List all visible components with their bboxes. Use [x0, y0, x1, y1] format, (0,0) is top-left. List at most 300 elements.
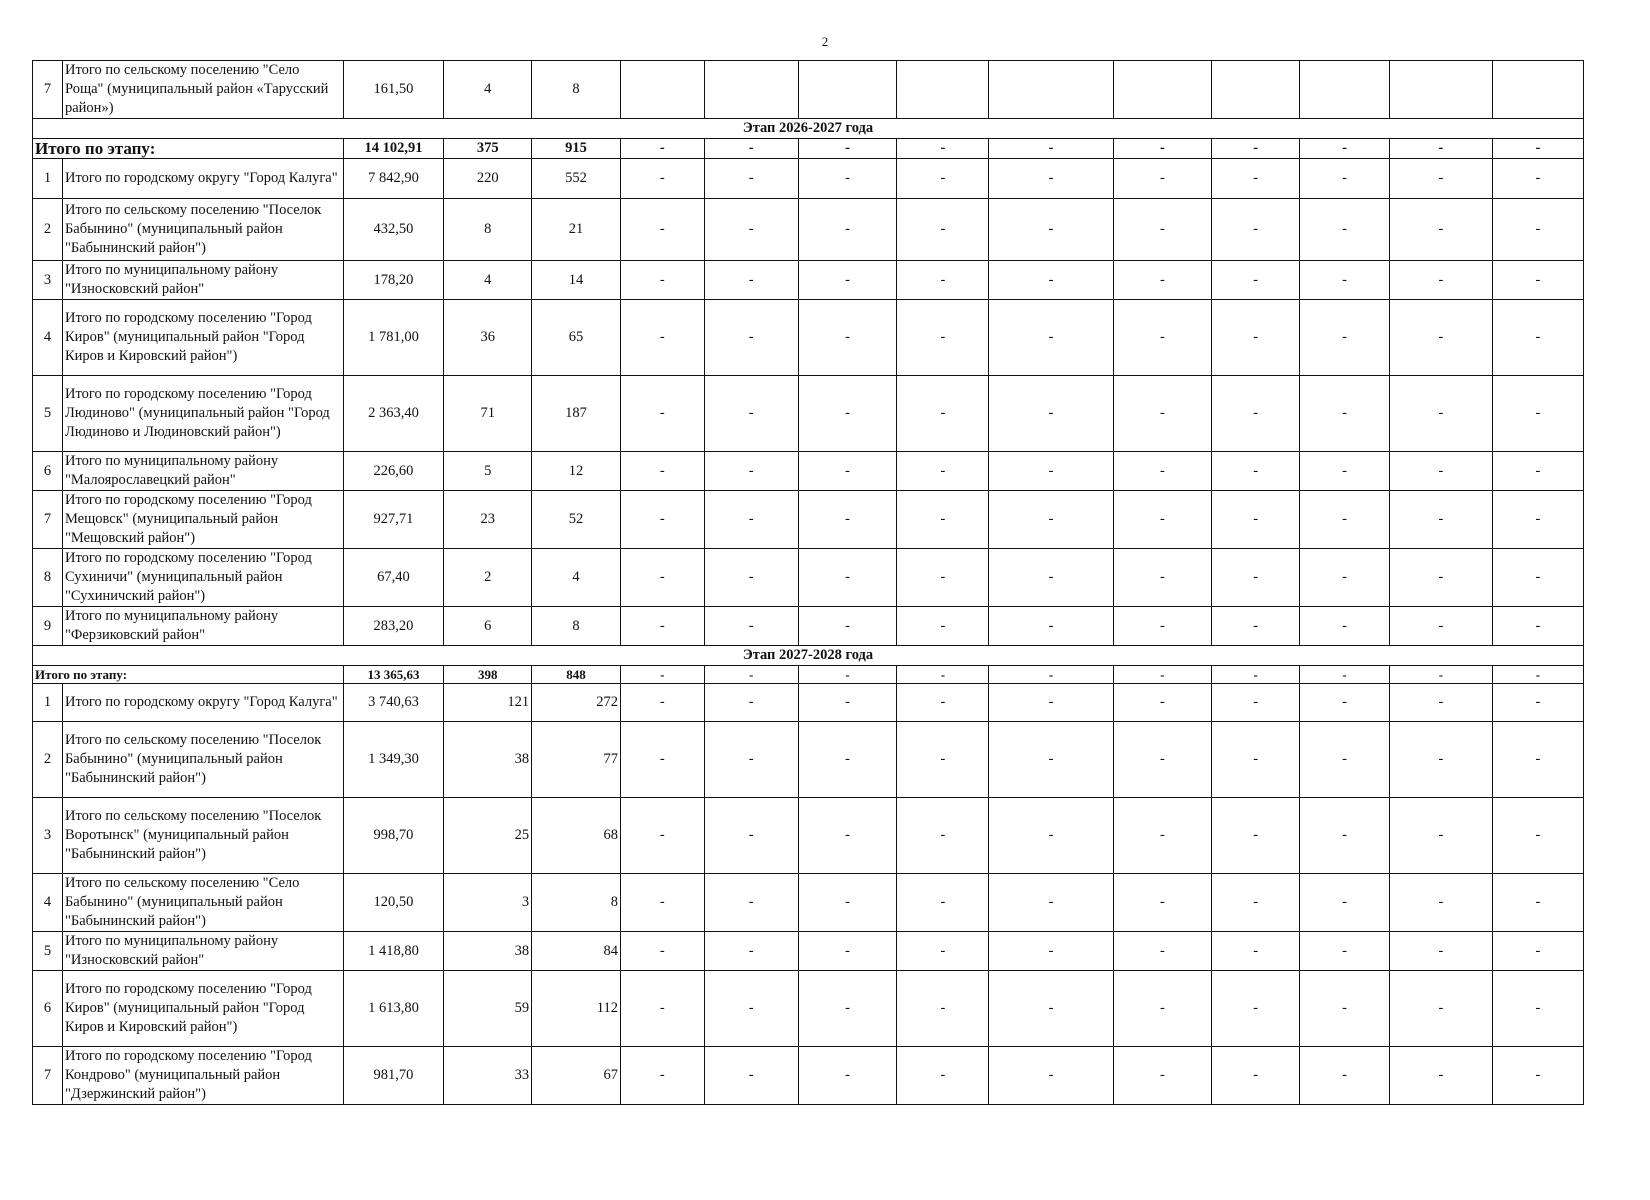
row-number: 8 — [33, 549, 63, 607]
row-empty-cell: - — [621, 199, 705, 261]
row-area: 67,40 — [343, 549, 444, 607]
row-empty-cell: - — [1300, 549, 1390, 607]
row-empty-cell: - — [1300, 971, 1390, 1047]
row-empty-cell: - — [1390, 300, 1493, 376]
table-row — [33, 61, 1584, 119]
row-name: Итого по городскому поселению "Город Кондрово" (муниципальный район "Дзержинский район") — [62, 1047, 343, 1105]
row-count-c: 68 — [532, 798, 621, 874]
row-empty-cell: - — [989, 159, 1113, 199]
row-empty-cell: - — [621, 491, 705, 549]
row-empty-cell: - — [897, 971, 989, 1047]
row-empty-cell: - — [704, 798, 798, 874]
row-empty-cell: - — [621, 261, 705, 300]
row-empty-cell: - — [1390, 607, 1493, 646]
row-empty-cell: - — [1300, 376, 1390, 452]
row-number: 3 — [33, 261, 63, 300]
row-empty-cell: - — [704, 932, 798, 971]
row-empty-cell: - — [897, 139, 989, 159]
row-empty-cell: - — [897, 159, 989, 199]
row-count-c: 77 — [532, 722, 621, 798]
stage-total-b: 398 — [444, 666, 532, 684]
row-empty-cell: - — [897, 452, 989, 491]
row-empty-cell: - — [798, 666, 897, 684]
row-empty-cell — [798, 61, 897, 119]
stage-heading-row — [33, 119, 1584, 139]
row-empty-cell: - — [1300, 607, 1390, 646]
row-count-b: 59 — [444, 971, 532, 1047]
row-name: Итого по городскому поселению "Город Киров" (муниципальный район "Город Киров и Кировский район") — [62, 971, 343, 1047]
row-count-b: 5 — [444, 452, 532, 491]
row-empty-cell: - — [1492, 452, 1583, 491]
row-count-c: 84 — [532, 932, 621, 971]
row-empty-cell: - — [621, 971, 705, 1047]
row-empty-cell: - — [798, 300, 897, 376]
row-count-b: 6 — [444, 607, 532, 646]
row-empty-cell: - — [989, 874, 1113, 932]
row-number: 1 — [33, 159, 63, 199]
row-empty-cell: - — [989, 932, 1113, 971]
stage-total-area: 14 102,91 — [343, 139, 444, 159]
row-count-c: 12 — [532, 452, 621, 491]
row-empty-cell: - — [1113, 452, 1212, 491]
row-empty-cell: - — [1212, 491, 1300, 549]
row-empty-cell: - — [798, 932, 897, 971]
row-empty-cell: - — [1113, 300, 1212, 376]
row-count-c: 187 — [532, 376, 621, 452]
row-empty-cell: - — [1390, 684, 1493, 722]
row-number: 7 — [33, 1047, 63, 1105]
row-count-c: 8 — [532, 61, 621, 119]
row-empty-cell: - — [897, 261, 989, 300]
row-empty-cell: - — [989, 666, 1113, 684]
row-empty-cell: - — [1492, 1047, 1583, 1105]
row-area: 120,50 — [343, 874, 444, 932]
row-number: 9 — [33, 607, 63, 646]
row-empty-cell: - — [704, 1047, 798, 1105]
row-empty-cell: - — [1300, 261, 1390, 300]
row-empty-cell: - — [621, 798, 705, 874]
row-empty-cell: - — [704, 376, 798, 452]
table-row — [33, 159, 1584, 199]
row-empty-cell: - — [1212, 300, 1300, 376]
row-empty-cell: - — [897, 491, 989, 549]
row-empty-cell: - — [897, 607, 989, 646]
row-empty-cell: - — [1492, 722, 1583, 798]
table-row — [33, 874, 1584, 932]
row-empty-cell: - — [1390, 139, 1493, 159]
stage-total-row — [33, 139, 1584, 159]
stage-total-label: Итого по этапу: — [33, 666, 344, 684]
row-empty-cell: - — [1212, 684, 1300, 722]
row-empty-cell: - — [1212, 666, 1300, 684]
row-empty-cell: - — [1212, 971, 1300, 1047]
row-count-b: 2 — [444, 549, 532, 607]
row-empty-cell: - — [897, 722, 989, 798]
row-name: Итого по сельскому поселению "Поселок Бабынино" (муниципальный район "Бабынинский район") — [62, 199, 343, 261]
row-empty-cell: - — [1212, 1047, 1300, 1105]
row-area: 178,20 — [343, 261, 444, 300]
row-empty-cell: - — [1492, 607, 1583, 646]
row-empty-cell: - — [1113, 491, 1212, 549]
row-empty-cell: - — [1390, 452, 1493, 491]
table-row — [33, 376, 1584, 452]
row-area: 998,70 — [343, 798, 444, 874]
row-empty-cell: - — [1492, 139, 1583, 159]
row-empty-cell: - — [1390, 549, 1493, 607]
row-empty-cell: - — [1113, 932, 1212, 971]
stage-total-row — [33, 666, 1584, 684]
row-empty-cell: - — [621, 666, 705, 684]
row-empty-cell: - — [704, 300, 798, 376]
row-empty-cell: - — [621, 159, 705, 199]
row-empty-cell: - — [1300, 139, 1390, 159]
row-count-c: 67 — [532, 1047, 621, 1105]
row-area: 1 418,80 — [343, 932, 444, 971]
row-empty-cell: - — [897, 798, 989, 874]
row-empty-cell: - — [1113, 159, 1212, 199]
row-name: Итого по городскому поселению "Город Людиново" (муниципальный район "Город Людиново и Людиновский район") — [62, 376, 343, 452]
row-empty-cell: - — [798, 139, 897, 159]
stage-total-c: 848 — [532, 666, 621, 684]
stage-total-label: Итого по этапу: — [33, 139, 344, 159]
row-empty-cell: - — [704, 491, 798, 549]
row-empty-cell: - — [1300, 798, 1390, 874]
row-name: Итого по муниципальному району "Износковский район" — [62, 261, 343, 300]
row-empty-cell: - — [1113, 971, 1212, 1047]
row-number: 6 — [33, 452, 63, 491]
row-count-c: 552 — [532, 159, 621, 199]
row-count-b: 71 — [444, 376, 532, 452]
row-empty-cell: - — [1390, 874, 1493, 932]
row-empty-cell: - — [798, 722, 897, 798]
row-empty-cell: - — [1390, 932, 1493, 971]
table-row — [33, 491, 1584, 549]
row-number: 3 — [33, 798, 63, 874]
table-row — [33, 199, 1584, 261]
row-empty-cell: - — [897, 932, 989, 971]
row-empty-cell: - — [989, 139, 1113, 159]
row-count-b: 8 — [444, 199, 532, 261]
row-empty-cell: - — [1390, 491, 1493, 549]
row-empty-cell: - — [621, 452, 705, 491]
row-number: 4 — [33, 874, 63, 932]
row-empty-cell: - — [621, 684, 705, 722]
row-number: 4 — [33, 300, 63, 376]
row-empty-cell: - — [798, 199, 897, 261]
row-empty-cell: - — [1300, 722, 1390, 798]
row-empty-cell: - — [1212, 722, 1300, 798]
row-empty-cell: - — [1300, 199, 1390, 261]
table-row — [33, 607, 1584, 646]
row-empty-cell: - — [621, 1047, 705, 1105]
row-area: 3 740,63 — [343, 684, 444, 722]
row-count-c: 8 — [532, 874, 621, 932]
row-empty-cell: - — [1113, 722, 1212, 798]
row-empty-cell: - — [897, 1047, 989, 1105]
row-number: 6 — [33, 971, 63, 1047]
row-number: 2 — [33, 722, 63, 798]
row-empty-cell: - — [704, 666, 798, 684]
row-empty-cell: - — [989, 607, 1113, 646]
row-empty-cell: - — [704, 159, 798, 199]
row-empty-cell: - — [989, 971, 1113, 1047]
row-number: 5 — [33, 376, 63, 452]
row-count-b: 4 — [444, 261, 532, 300]
row-empty-cell: - — [1390, 798, 1493, 874]
row-empty-cell: - — [621, 607, 705, 646]
row-empty-cell: - — [621, 139, 705, 159]
row-empty-cell: - — [1113, 549, 1212, 607]
table-row — [33, 798, 1584, 874]
row-empty-cell: - — [704, 452, 798, 491]
row-empty-cell: - — [897, 684, 989, 722]
row-empty-cell: - — [1492, 199, 1583, 261]
row-name: Итого по городскому поселению "Город Киров" (муниципальный район "Город Киров и Кировский район") — [62, 300, 343, 376]
stage-total-b: 375 — [444, 139, 532, 159]
table-row — [33, 722, 1584, 798]
row-number: 2 — [33, 199, 63, 261]
row-name: Итого по городскому поселению "Город Сухиничи" (муниципальный район "Сухиничский район") — [62, 549, 343, 607]
program-table — [32, 60, 1584, 1105]
row-count-c: 14 — [532, 261, 621, 300]
row-empty-cell: - — [989, 1047, 1113, 1105]
row-empty-cell: - — [1492, 684, 1583, 722]
table-row — [33, 549, 1584, 607]
row-empty-cell: - — [1390, 722, 1493, 798]
row-empty-cell: - — [1212, 261, 1300, 300]
row-empty-cell: - — [1113, 261, 1212, 300]
row-area: 226,60 — [343, 452, 444, 491]
row-empty-cell: - — [1492, 874, 1583, 932]
table-row — [33, 932, 1584, 971]
table-row — [33, 684, 1584, 722]
row-empty-cell: - — [1212, 139, 1300, 159]
row-empty-cell: - — [1212, 932, 1300, 971]
row-empty-cell: - — [798, 549, 897, 607]
row-empty-cell: - — [897, 376, 989, 452]
row-empty-cell: - — [1390, 1047, 1493, 1105]
row-empty-cell: - — [989, 684, 1113, 722]
row-empty-cell: - — [621, 722, 705, 798]
stage-total-area: 13 365,63 — [343, 666, 444, 684]
row-empty-cell: - — [798, 971, 897, 1047]
row-empty-cell — [1212, 61, 1300, 119]
row-empty-cell: - — [1390, 261, 1493, 300]
row-empty-cell: - — [704, 607, 798, 646]
row-empty-cell: - — [1300, 159, 1390, 199]
row-empty-cell: - — [1212, 874, 1300, 932]
row-area: 283,20 — [343, 607, 444, 646]
row-empty-cell: - — [704, 549, 798, 607]
row-area: 7 842,90 — [343, 159, 444, 199]
row-empty-cell — [897, 61, 989, 119]
row-empty-cell: - — [798, 452, 897, 491]
row-count-b: 121 — [444, 684, 532, 722]
row-empty-cell: - — [1390, 666, 1493, 684]
row-empty-cell: - — [1113, 684, 1212, 722]
row-empty-cell: - — [798, 684, 897, 722]
row-empty-cell: - — [1113, 666, 1212, 684]
row-empty-cell: - — [1492, 666, 1583, 684]
row-area: 1 781,00 — [343, 300, 444, 376]
row-empty-cell: - — [704, 199, 798, 261]
row-empty-cell: - — [704, 261, 798, 300]
row-name: Итого по городскому округу "Город Калуга" — [62, 684, 343, 722]
table-row — [33, 300, 1584, 376]
row-empty-cell: - — [1212, 376, 1300, 452]
row-empty-cell: - — [1300, 452, 1390, 491]
row-name: Итого по муниципальному району "Малоярославецкий район" — [62, 452, 343, 491]
row-empty-cell: - — [1492, 798, 1583, 874]
row-area: 1 613,80 — [343, 971, 444, 1047]
row-empty-cell: - — [704, 874, 798, 932]
table-row — [33, 971, 1584, 1047]
row-empty-cell: - — [897, 199, 989, 261]
row-empty-cell — [621, 61, 705, 119]
row-count-c: 52 — [532, 491, 621, 549]
row-empty-cell: - — [897, 300, 989, 376]
row-count-c: 21 — [532, 199, 621, 261]
row-empty-cell: - — [1113, 376, 1212, 452]
row-count-b: 23 — [444, 491, 532, 549]
row-area: 981,70 — [343, 1047, 444, 1105]
row-number: 7 — [33, 61, 63, 119]
row-count-b: 220 — [444, 159, 532, 199]
row-name: Итого по городскому поселению "Город Мещовск" (муниципальный район "Мещовский район") — [62, 491, 343, 549]
row-empty-cell: - — [1492, 971, 1583, 1047]
row-empty-cell: - — [1390, 376, 1493, 452]
row-name: Итого по сельскому поселению "Село Бабынино" (муниципальный район "Бабынинский район") — [62, 874, 343, 932]
stage-heading-row — [33, 646, 1584, 666]
row-count-c: 65 — [532, 300, 621, 376]
row-empty-cell: - — [798, 1047, 897, 1105]
row-area: 1 349,30 — [343, 722, 444, 798]
row-empty-cell: - — [1113, 1047, 1212, 1105]
row-area: 927,71 — [343, 491, 444, 549]
row-empty-cell: - — [704, 722, 798, 798]
row-empty-cell: - — [621, 376, 705, 452]
row-empty-cell: - — [621, 549, 705, 607]
row-empty-cell: - — [1492, 159, 1583, 199]
row-name: Итого по муниципальному району "Износковский район" — [62, 932, 343, 971]
row-empty-cell: - — [897, 666, 989, 684]
row-empty-cell: - — [1492, 932, 1583, 971]
row-empty-cell: - — [798, 159, 897, 199]
row-number: 5 — [33, 932, 63, 971]
row-area: 432,50 — [343, 199, 444, 261]
row-empty-cell: - — [989, 300, 1113, 376]
row-empty-cell: - — [1300, 300, 1390, 376]
row-empty-cell: - — [989, 549, 1113, 607]
stage-title: Этап 2027-2028 года — [33, 646, 1584, 666]
row-name: Итого по сельскому поселению "Село Роща" (муниципальный район «Тарусский район») — [62, 61, 343, 119]
row-empty-cell: - — [704, 684, 798, 722]
row-empty-cell: - — [989, 798, 1113, 874]
row-empty-cell: - — [1390, 159, 1493, 199]
row-empty-cell: - — [704, 971, 798, 1047]
row-name: Итого по сельскому поселению "Поселок Бабынино" (муниципальный район "Бабынинский район") — [62, 722, 343, 798]
row-empty-cell: - — [989, 722, 1113, 798]
row-empty-cell: - — [1113, 798, 1212, 874]
row-empty-cell: - — [1113, 874, 1212, 932]
table-row — [33, 261, 1584, 300]
row-empty-cell: - — [989, 452, 1113, 491]
row-empty-cell: - — [1212, 798, 1300, 874]
row-empty-cell: - — [1492, 261, 1583, 300]
row-empty-cell: - — [1212, 199, 1300, 261]
row-empty-cell — [989, 61, 1113, 119]
row-count-c: 112 — [532, 971, 621, 1047]
row-empty-cell: - — [1492, 376, 1583, 452]
row-empty-cell: - — [1492, 300, 1583, 376]
row-empty-cell: - — [798, 798, 897, 874]
row-count-b: 33 — [444, 1047, 532, 1105]
row-empty-cell: - — [1492, 549, 1583, 607]
row-count-b: 25 — [444, 798, 532, 874]
row-count-b: 36 — [444, 300, 532, 376]
row-empty-cell: - — [1300, 491, 1390, 549]
row-number: 1 — [33, 684, 63, 722]
row-count-b: 38 — [444, 722, 532, 798]
row-empty-cell: - — [1492, 491, 1583, 549]
row-area: 161,50 — [343, 61, 444, 119]
row-empty-cell: - — [1113, 199, 1212, 261]
row-empty-cell: - — [1300, 666, 1390, 684]
row-empty-cell: - — [798, 874, 897, 932]
row-name: Итого по сельскому поселению "Поселок Воротынск" (муниципальный район "Бабынинский район") — [62, 798, 343, 874]
row-count-c: 8 — [532, 607, 621, 646]
page-number: 2 — [821, 34, 829, 49]
stage-title: Этап 2026-2027 года — [33, 119, 1584, 139]
row-empty-cell: - — [989, 261, 1113, 300]
row-empty-cell — [1390, 61, 1493, 119]
row-empty-cell: - — [798, 376, 897, 452]
row-count-c: 4 — [532, 549, 621, 607]
row-empty-cell: - — [1212, 452, 1300, 491]
row-empty-cell: - — [621, 932, 705, 971]
row-empty-cell: - — [704, 139, 798, 159]
row-empty-cell: - — [1212, 549, 1300, 607]
row-empty-cell — [1300, 61, 1390, 119]
row-count-b: 38 — [444, 932, 532, 971]
row-empty-cell: - — [1390, 199, 1493, 261]
row-empty-cell: - — [1212, 159, 1300, 199]
row-empty-cell — [1113, 61, 1212, 119]
row-empty-cell: - — [798, 607, 897, 646]
row-empty-cell: - — [1212, 607, 1300, 646]
row-empty-cell: - — [798, 491, 897, 549]
table-row — [33, 1047, 1584, 1105]
row-empty-cell: - — [989, 491, 1113, 549]
row-empty-cell: - — [798, 261, 897, 300]
row-area: 2 363,40 — [343, 376, 444, 452]
row-count-b: 4 — [444, 61, 532, 119]
stage-total-c: 915 — [532, 139, 621, 159]
row-empty-cell: - — [1300, 1047, 1390, 1105]
row-name: Итого по муниципальному району "Ферзиковский район" — [62, 607, 343, 646]
table-row — [33, 452, 1584, 491]
row-empty-cell: - — [897, 874, 989, 932]
row-empty-cell: - — [989, 376, 1113, 452]
row-empty-cell: - — [897, 549, 989, 607]
row-empty-cell: - — [1300, 874, 1390, 932]
row-empty-cell: - — [621, 874, 705, 932]
row-count-b: 3 — [444, 874, 532, 932]
row-count-c: 272 — [532, 684, 621, 722]
row-empty-cell: - — [1300, 684, 1390, 722]
row-empty-cell — [1492, 61, 1583, 119]
row-empty-cell: - — [1300, 932, 1390, 971]
